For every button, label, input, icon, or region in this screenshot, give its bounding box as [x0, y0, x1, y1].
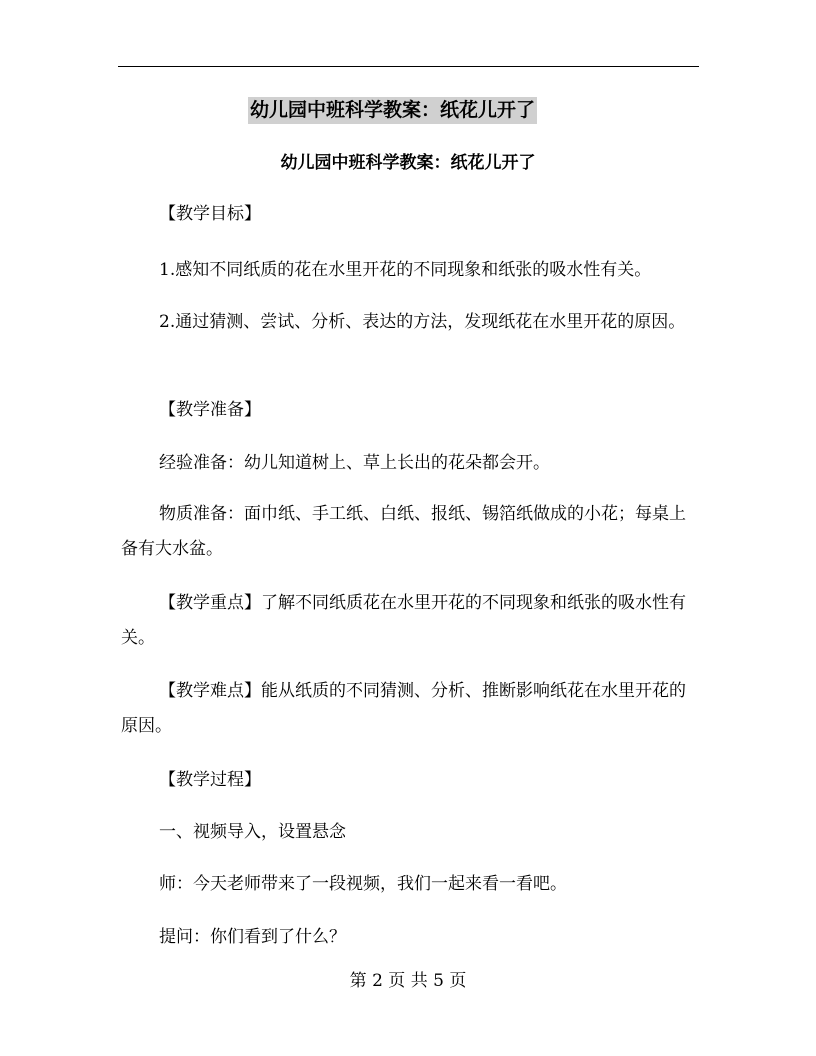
question-line: 提问：你们看到了什么？	[159, 927, 346, 947]
experience-preparation: 经验准备：幼儿知道树上、草上长出的花朵都会开。	[159, 453, 550, 473]
section-heading-preparation: 【教学准备】	[159, 400, 261, 420]
document-subtitle: 幼儿园中班科学教案：纸花儿开了	[280, 153, 536, 173]
process-step-1: 一、视频导入，设置悬念	[159, 822, 346, 842]
teaching-difficulty: 【教学难点】能从纸质的不同猜测、分析、推断影响纸花在水里开花的原因。	[121, 681, 686, 736]
material-preparation: 物质准备：面巾纸、手工纸、白纸、报纸、锡箔纸做成的小花；每桌上备有大水盆。	[121, 504, 686, 559]
teaching-key-point: 【教学重点】了解不同纸质花在水里开花的不同现象和纸张的吸水性有关。	[121, 593, 686, 648]
page-number: 第 2 页 共 5 页	[349, 971, 467, 991]
teacher-line: 师：今天老师带来了一段视频，我们一起来看一看吧。	[159, 874, 567, 894]
document-title: 幼儿园中班科学教案：纸花儿开了	[248, 97, 537, 124]
objective-1: 1.感知不同纸质的花在水里开花的不同现象和纸张的吸水性有关。	[159, 260, 652, 280]
header-rule	[118, 66, 699, 67]
objective-2: 2.通过猜测、尝试、分析、表达的方法，发现纸花在水里开花的原因。	[159, 312, 686, 332]
section-heading-objectives: 【教学目标】	[159, 204, 261, 224]
section-heading-process: 【教学过程】	[159, 770, 261, 790]
